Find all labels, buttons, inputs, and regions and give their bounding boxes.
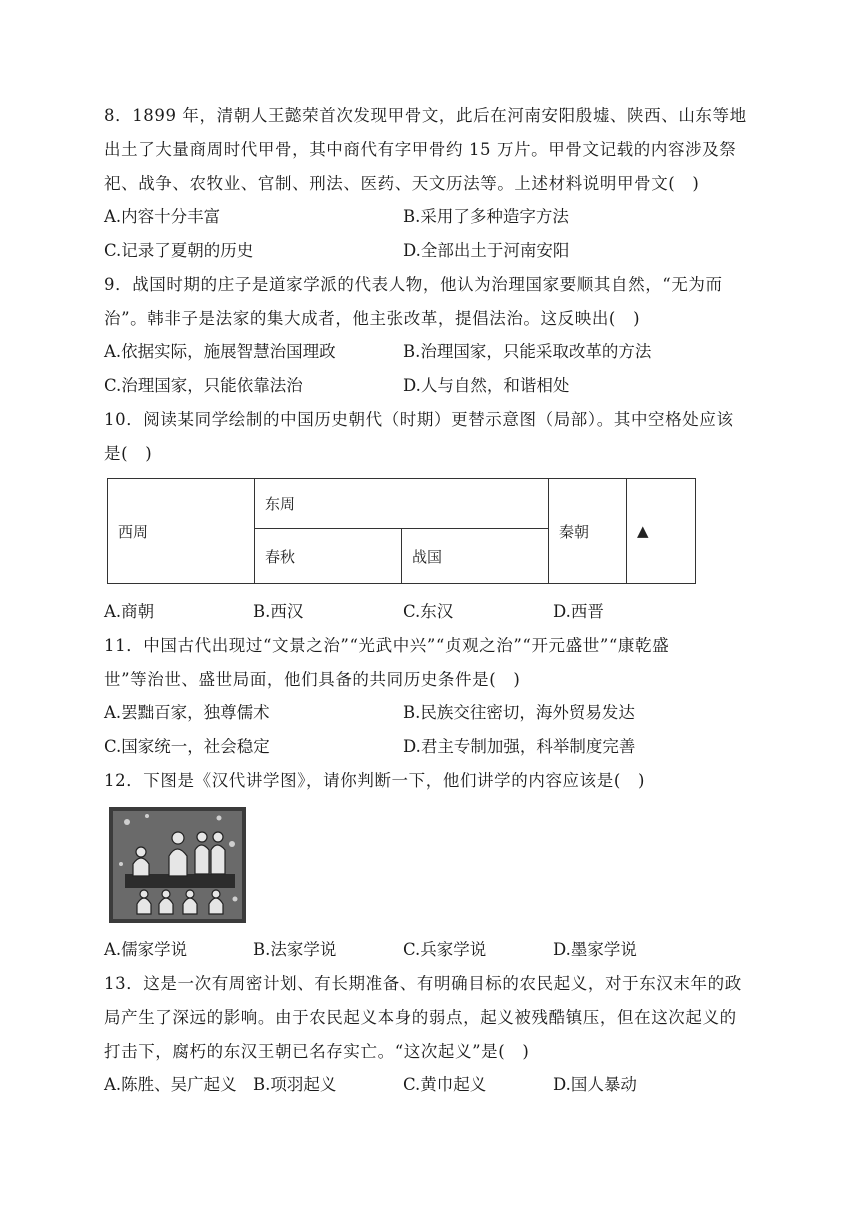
q10-option-a: A.商朝 bbox=[104, 602, 155, 621]
cell-east-zhou: 东周 bbox=[255, 479, 549, 529]
q9-option-a: A.依据实际，施展智慧治国理政 bbox=[104, 342, 336, 361]
dynasty-timeline-table bbox=[107, 478, 696, 584]
q12-option-b: B.法家学说 bbox=[253, 940, 337, 959]
q11-stem-line-2: 世”等治世、盛世局面，他们具备的共同历史条件是( ) bbox=[104, 670, 521, 689]
q8-stem-line-2: 出土了大量商周时代甲骨，其中商代有字甲骨约 15 万片。甲骨文记载的内容涉及祭 bbox=[104, 140, 737, 159]
q9-stem-line-2: 治”。韩非子是法家的集大成者，他主张改革，提倡法治。这反映出( ) bbox=[104, 309, 641, 328]
q9-option-d: D.人与自然，和谐相处 bbox=[403, 376, 570, 395]
q10-stem-line-2: 是( ) bbox=[104, 444, 153, 463]
q10-option-c: C.东汉 bbox=[403, 602, 454, 621]
q9-stem-line-1: 9．战国时期的庄子是道家学派的代表人物，他认为治理国家要顺其自然，“无为而 bbox=[104, 275, 723, 294]
q13-stem-line-3: 打击下，腐朽的东汉王朝已名存实亡。“这次起义”是( ) bbox=[104, 1042, 530, 1061]
q8-option-a: A.内容十分丰富 bbox=[104, 207, 221, 226]
q11-option-a: A.罢黜百家，独尊儒术 bbox=[104, 703, 270, 722]
q8-option-b: B.采用了多种造字方法 bbox=[403, 207, 569, 226]
q13-stem-line-1: 13．这是一次有周密计划、有长期准备、有明确目标的农民起义，对于东汉末年的政 bbox=[104, 974, 742, 993]
cell-warring-states: 战国 bbox=[402, 529, 549, 584]
q12-option-d: D.墨家学说 bbox=[553, 940, 637, 959]
q9-option-b: B.治理国家，只能采取改革的方法 bbox=[403, 342, 652, 361]
q10-option-b: B.西汉 bbox=[253, 602, 304, 621]
q11-option-d: D.君主专制加强，科举制度完善 bbox=[403, 737, 636, 756]
q12-stem-line-1: 12．下图是《汉代讲学图》，请你判断一下，他们讲学的内容应该是( ) bbox=[104, 771, 646, 790]
q8-option-c: C.记录了夏朝的历史 bbox=[104, 241, 254, 260]
han-lecture-rubbing-image bbox=[107, 804, 249, 926]
cell-qin: 秦朝 bbox=[549, 479, 627, 584]
q8-option-d: D.全部出土于河南安阳 bbox=[403, 241, 570, 260]
q10-stem-line-1: 10．阅读某同学绘制的中国历史朝代（时期）更替示意图（局部）。其中空格处应该 bbox=[104, 410, 734, 429]
q9-option-c: C.治理国家，只能依靠法治 bbox=[104, 376, 303, 395]
q11-option-b: B.民族交往密切，海外贸易发达 bbox=[403, 703, 635, 722]
cell-blank-triangle: ▲ bbox=[627, 479, 696, 584]
q13-option-d: D.国人暴动 bbox=[553, 1075, 637, 1094]
q11-stem-line-1: 11．中国古代出现过“文景之治”“光武中兴”“贞观之治”“开元盛世”“康乾盛 bbox=[104, 636, 670, 655]
q8-stem-line-3: 祀、战争、农牧业、官制、刑法、医药、天文历法等。上述材料说明甲骨文( ) bbox=[104, 174, 700, 193]
cell-west-zhou: 西周 bbox=[108, 479, 255, 584]
cell-spring-autumn: 春秋 bbox=[255, 529, 402, 584]
q13-option-c: C.黄巾起义 bbox=[403, 1075, 487, 1094]
q10-option-d: D.西晋 bbox=[553, 602, 604, 621]
q13-option-b: B.项羽起义 bbox=[253, 1075, 337, 1094]
q13-option-a: A.陈胜、吴广起义 bbox=[104, 1075, 237, 1094]
q11-option-c: C.国家统一，社会稳定 bbox=[104, 737, 270, 756]
q13-stem-line-2: 局产生了深远的影响。由于农民起义本身的弱点，起义被残酷镇压，但在这次起义的 bbox=[104, 1008, 737, 1027]
q12-option-c: C.兵家学说 bbox=[403, 940, 487, 959]
q12-option-a: A.儒家学说 bbox=[104, 940, 188, 959]
q8-stem-line-1: 8．1899 年，清朝人王懿荣首次发现甲骨文，此后在河南安阳殷墟、陕西、山东等地 bbox=[104, 106, 747, 125]
